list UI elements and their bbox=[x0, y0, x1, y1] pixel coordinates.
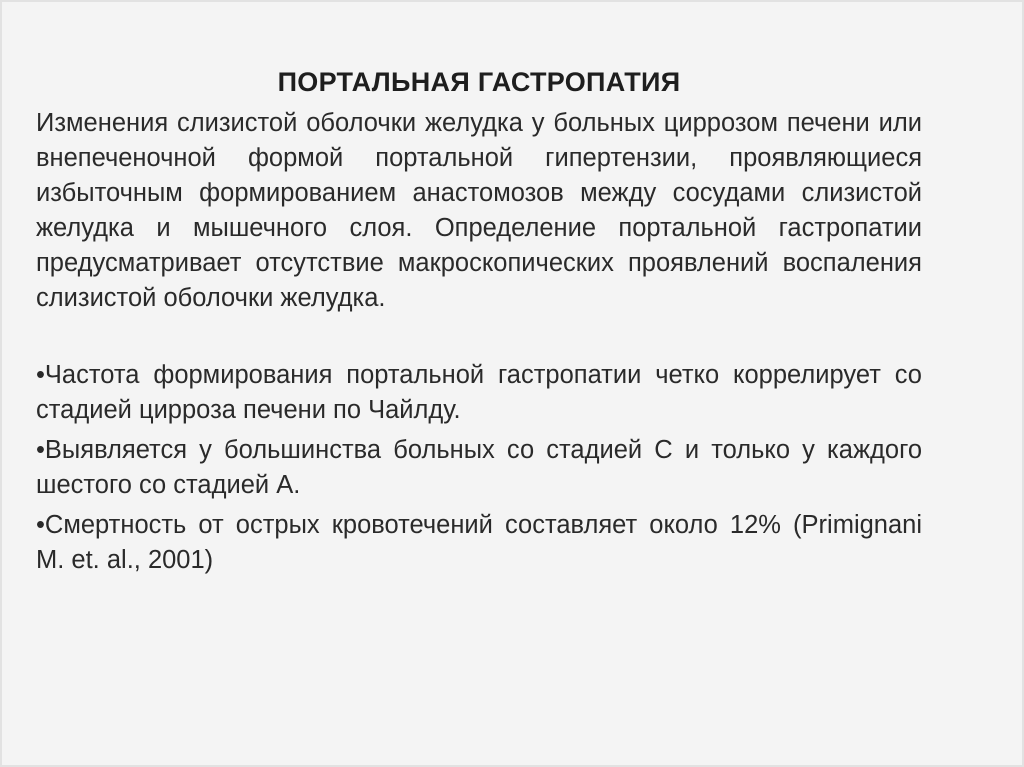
bullet-item: •Выявляется у большинства больных со стадией С и только у каждого шестого со стадией А. bbox=[36, 436, 922, 499]
slide-content bbox=[36, 62, 922, 583]
bullet-item: •Частота формирования портальной гастропатии четко коррелирует со стадией цирроза печени по Чайлду. bbox=[36, 361, 922, 424]
slide-title: ПОРТАЛЬНАЯ ГАСТРОПАТИЯ bbox=[277, 67, 681, 97]
bullet-list bbox=[36, 358, 922, 578]
definition-paragraph: Изменения слизистой оболочки желудка у больных циррозом печени или внепеченочной формой портальной гипертензии, проявляющиеся избыточным формированием анастомозов между сосудами слизистой желудка и мышечного слоя. Определение портальной гастропатии предусматривает отсутствие макроскопических проявлений воспаления слизистой оболочки желудка. bbox=[36, 109, 922, 312]
bullet-item: •Смертность от острых кровотечений составляет около 12% (Primignani M. et. al., 2001) bbox=[36, 511, 922, 574]
